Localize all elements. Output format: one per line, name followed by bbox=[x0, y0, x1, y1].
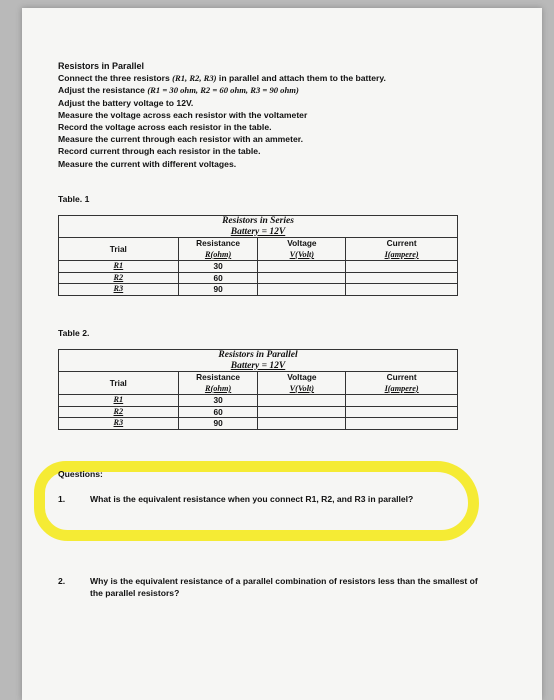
instructions bbox=[58, 60, 518, 170]
instruction-resistance: Adjust the resistance (R1 = 30 ohm, R2 = 60 ohm, R3 = 90 ohm) bbox=[58, 85, 299, 96]
trial-cell: R1 bbox=[59, 395, 179, 407]
section-title: Resistors in Parallel bbox=[58, 61, 145, 71]
instruction-measure-voltage: Measure the voltage across each resistor with the voltameter bbox=[58, 109, 308, 120]
question-2-text: Why is the equivalent resistance of a parallel combination of resistors less than the smallest of the parallel resistors? bbox=[90, 576, 478, 598]
table1-header-voltage: Voltage V(Volt) bbox=[258, 238, 346, 261]
table-row bbox=[59, 261, 458, 273]
table2-header-voltage: Voltage V(Volt) bbox=[258, 372, 346, 395]
question-1-text: What is the equivalent resistance when you connect R1, R2, and R3 in parallel? bbox=[90, 494, 414, 504]
table-series bbox=[58, 215, 458, 296]
instruction-connect: Connect the three resistors (R1, R2, R3) in parallel and attach them to the battery. bbox=[58, 73, 386, 84]
question-1-number: 1. bbox=[58, 494, 66, 504]
table-row bbox=[59, 395, 458, 407]
table1-caption: Table. 1 bbox=[58, 194, 90, 204]
table2-header-trial: Trial bbox=[59, 372, 179, 395]
resistance-cell: 30 bbox=[178, 395, 258, 407]
table-parallel bbox=[58, 349, 458, 430]
table-row bbox=[59, 406, 458, 418]
resistance-cell: 60 bbox=[178, 406, 258, 418]
table-row bbox=[59, 284, 458, 296]
document-page bbox=[22, 8, 542, 700]
trial-cell: R2 bbox=[59, 406, 179, 418]
instruction-measure-current: Measure the current through each resistor with an ammeter. bbox=[58, 134, 303, 145]
trial-cell: R1 bbox=[59, 261, 179, 273]
voltage-cell[interactable] bbox=[258, 272, 346, 284]
resistance-cell: 90 bbox=[178, 418, 258, 430]
voltage-cell[interactable] bbox=[258, 284, 346, 296]
instruction-voltage: Adjust the battery voltage to 12V. bbox=[58, 97, 194, 108]
question-2-number: 2. bbox=[58, 576, 66, 586]
table2-caption: Table 2. bbox=[58, 328, 90, 338]
current-cell[interactable] bbox=[346, 284, 458, 296]
current-cell[interactable] bbox=[346, 395, 458, 407]
current-cell[interactable] bbox=[346, 406, 458, 418]
current-cell[interactable] bbox=[346, 261, 458, 273]
current-cell[interactable] bbox=[346, 272, 458, 284]
voltage-cell[interactable] bbox=[258, 406, 346, 418]
table1-title: Resistors in Series Battery = 12V bbox=[59, 216, 458, 238]
table-row bbox=[59, 418, 458, 430]
resistance-cell: 90 bbox=[178, 284, 258, 296]
table1-header-resistance: Resistance R(ohm) bbox=[178, 238, 258, 261]
trial-cell: R3 bbox=[59, 418, 179, 430]
voltage-cell[interactable] bbox=[258, 395, 346, 407]
instruction-record-voltage: Record the voltage across each resistor in the table. bbox=[58, 122, 272, 133]
instruction-record-current: Record current through each resistor in the table. bbox=[58, 146, 261, 157]
table1-header-current: Current I(ampere) bbox=[346, 238, 458, 261]
current-cell[interactable] bbox=[346, 418, 458, 430]
table2-title: Resistors in Parallel Battery = 12V bbox=[59, 350, 458, 372]
table1-header-trial: Trial bbox=[59, 238, 179, 261]
trial-cell: R3 bbox=[59, 284, 179, 296]
voltage-cell[interactable] bbox=[258, 261, 346, 273]
questions-label: Questions: bbox=[58, 469, 103, 479]
table2-header-resistance: Resistance R(ohm) bbox=[178, 372, 258, 395]
trial-cell: R2 bbox=[59, 272, 179, 284]
instruction-different-voltages: Measure the current with different voltages. bbox=[58, 158, 237, 169]
voltage-cell[interactable] bbox=[258, 418, 346, 430]
table2-header-current: Current I(ampere) bbox=[346, 372, 458, 395]
resistance-cell: 30 bbox=[178, 261, 258, 273]
resistance-cell: 60 bbox=[178, 272, 258, 284]
table-row bbox=[59, 272, 458, 284]
